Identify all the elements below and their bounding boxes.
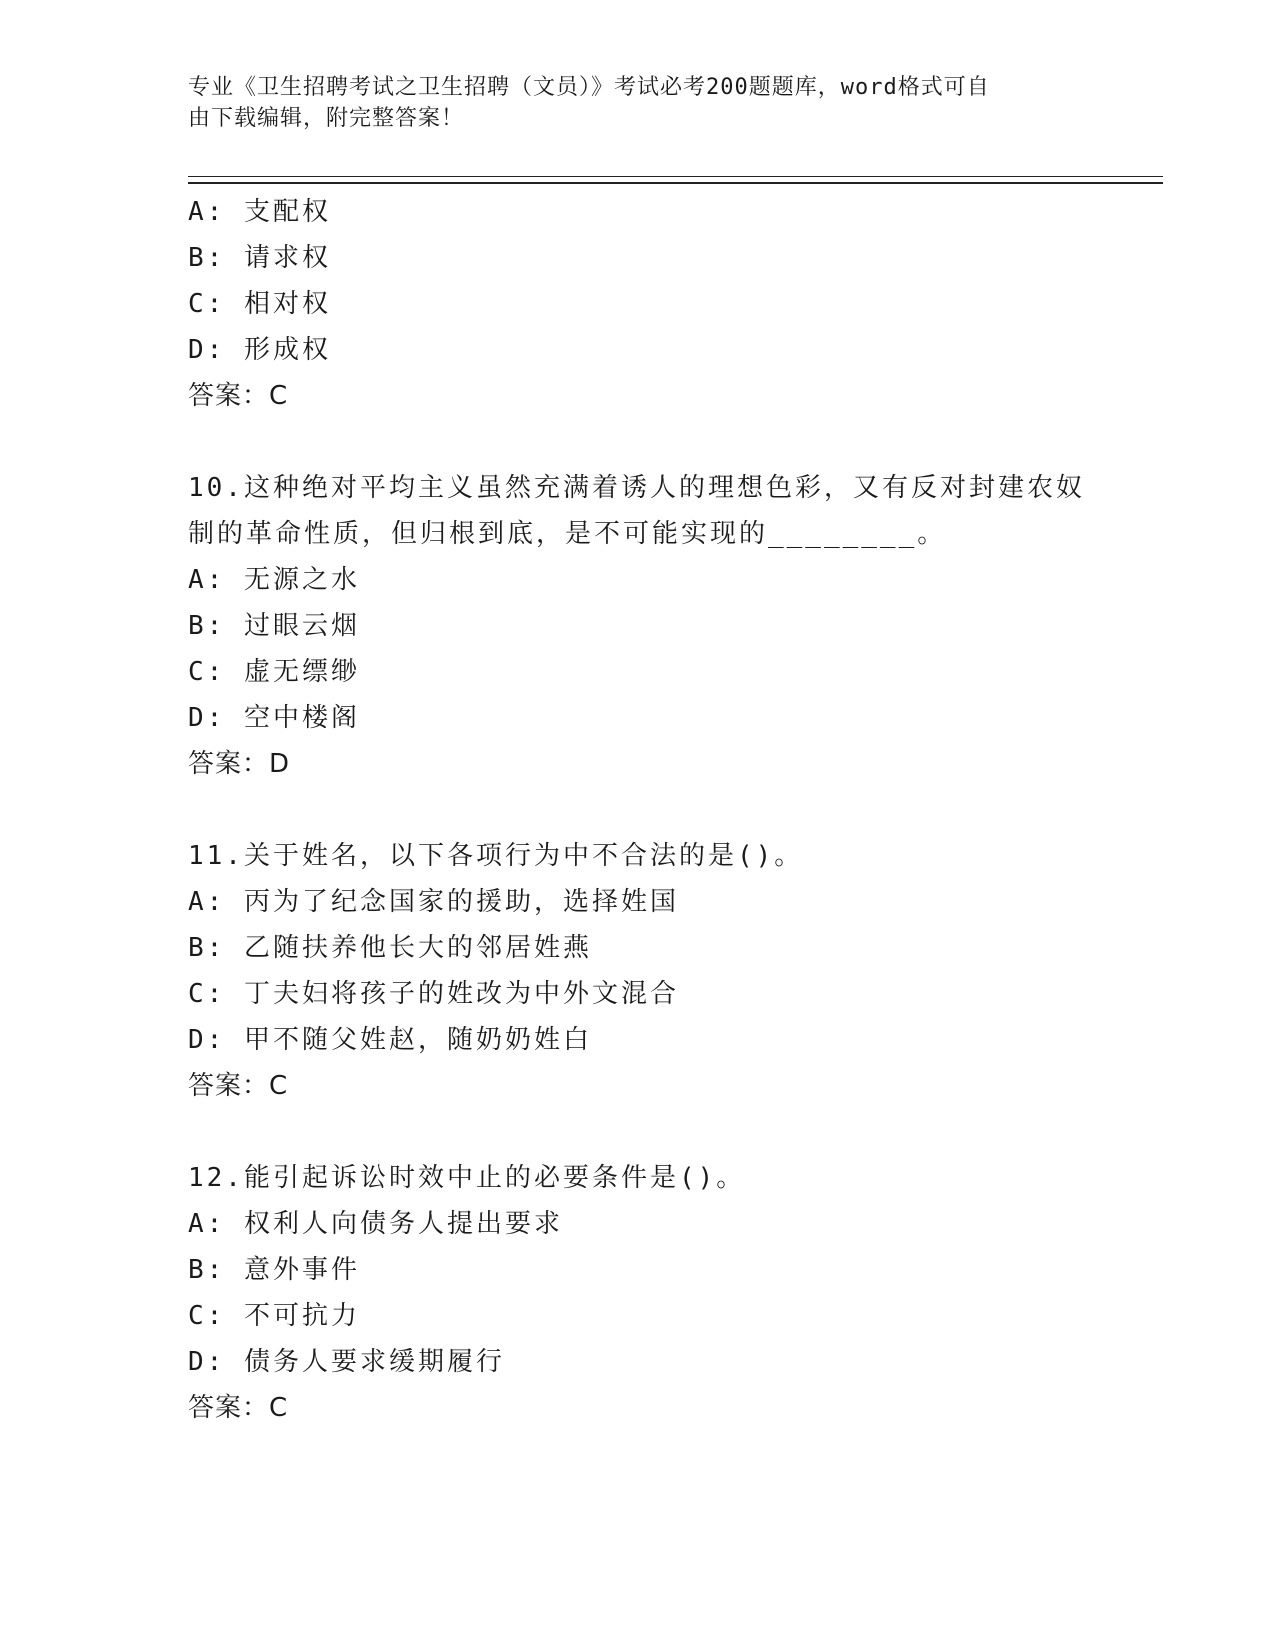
answer-line: 答案：C	[188, 1393, 289, 1423]
option-c: C: 丁夫妇将孩子的姓改为中外文混合	[188, 979, 679, 1009]
option-a: A: 支配权	[188, 197, 331, 227]
option-c: C: 不可抗力	[188, 1301, 360, 1331]
option-c: C: 虚无缥缈	[188, 657, 360, 687]
header-divider-thin	[188, 176, 1163, 177]
document-header	[188, 72, 1088, 134]
option-b: B: 乙随扶养他长大的邻居姓燕	[188, 933, 592, 963]
option-b: B: 过眼云烟	[188, 611, 360, 641]
question-fragment	[188, 189, 1088, 419]
spacer	[188, 1109, 1088, 1155]
question-11	[188, 833, 1088, 1109]
answer-line: 答案：C	[188, 1071, 289, 1101]
option-d: D: 形成权	[188, 335, 331, 365]
question-12	[188, 1155, 1088, 1431]
option-c: C: 相对权	[188, 289, 331, 319]
answer-line: 答案：C	[188, 381, 289, 411]
option-d: D: 空中楼阁	[188, 703, 360, 733]
option-a: A: 无源之水	[188, 565, 360, 595]
question-10	[188, 465, 1088, 787]
option-b: B: 意外事件	[188, 1255, 360, 1285]
header-line-2: 由下载编辑，附完整答案！	[188, 106, 465, 131]
question-text-line-1: 10.这种绝对平均主义虽然充满着诱人的理想色彩，又有反对封建农奴	[188, 473, 1085, 503]
question-list	[188, 189, 1088, 1431]
spacer	[188, 787, 1088, 833]
question-text-line-1: 12.能引起诉讼时效中止的必要条件是()。	[188, 1163, 746, 1193]
question-text-line-1: 11.关于姓名，以下各项行为中不合法的是()。	[188, 841, 804, 871]
answer-line: 答案：D	[188, 749, 291, 779]
option-d: D: 债务人要求缓期履行	[188, 1347, 505, 1377]
spacer	[188, 419, 1088, 465]
option-a: A: 丙为了纪念国家的援助，选择姓国	[188, 887, 679, 917]
option-a: A: 权利人向债务人提出要求	[188, 1209, 563, 1239]
header-line-1: 专业《卫生招聘考试之卫生招聘（文员）》考试必考200题题库，word格式可自	[188, 75, 990, 100]
header-divider-thick	[188, 182, 1163, 184]
option-b: B: 请求权	[188, 243, 331, 273]
option-d: D: 甲不随父姓赵，随奶奶姓白	[188, 1025, 592, 1055]
question-text-line-2: 制的革命性质，但归根到底，是不可能实现的________。	[188, 519, 947, 549]
